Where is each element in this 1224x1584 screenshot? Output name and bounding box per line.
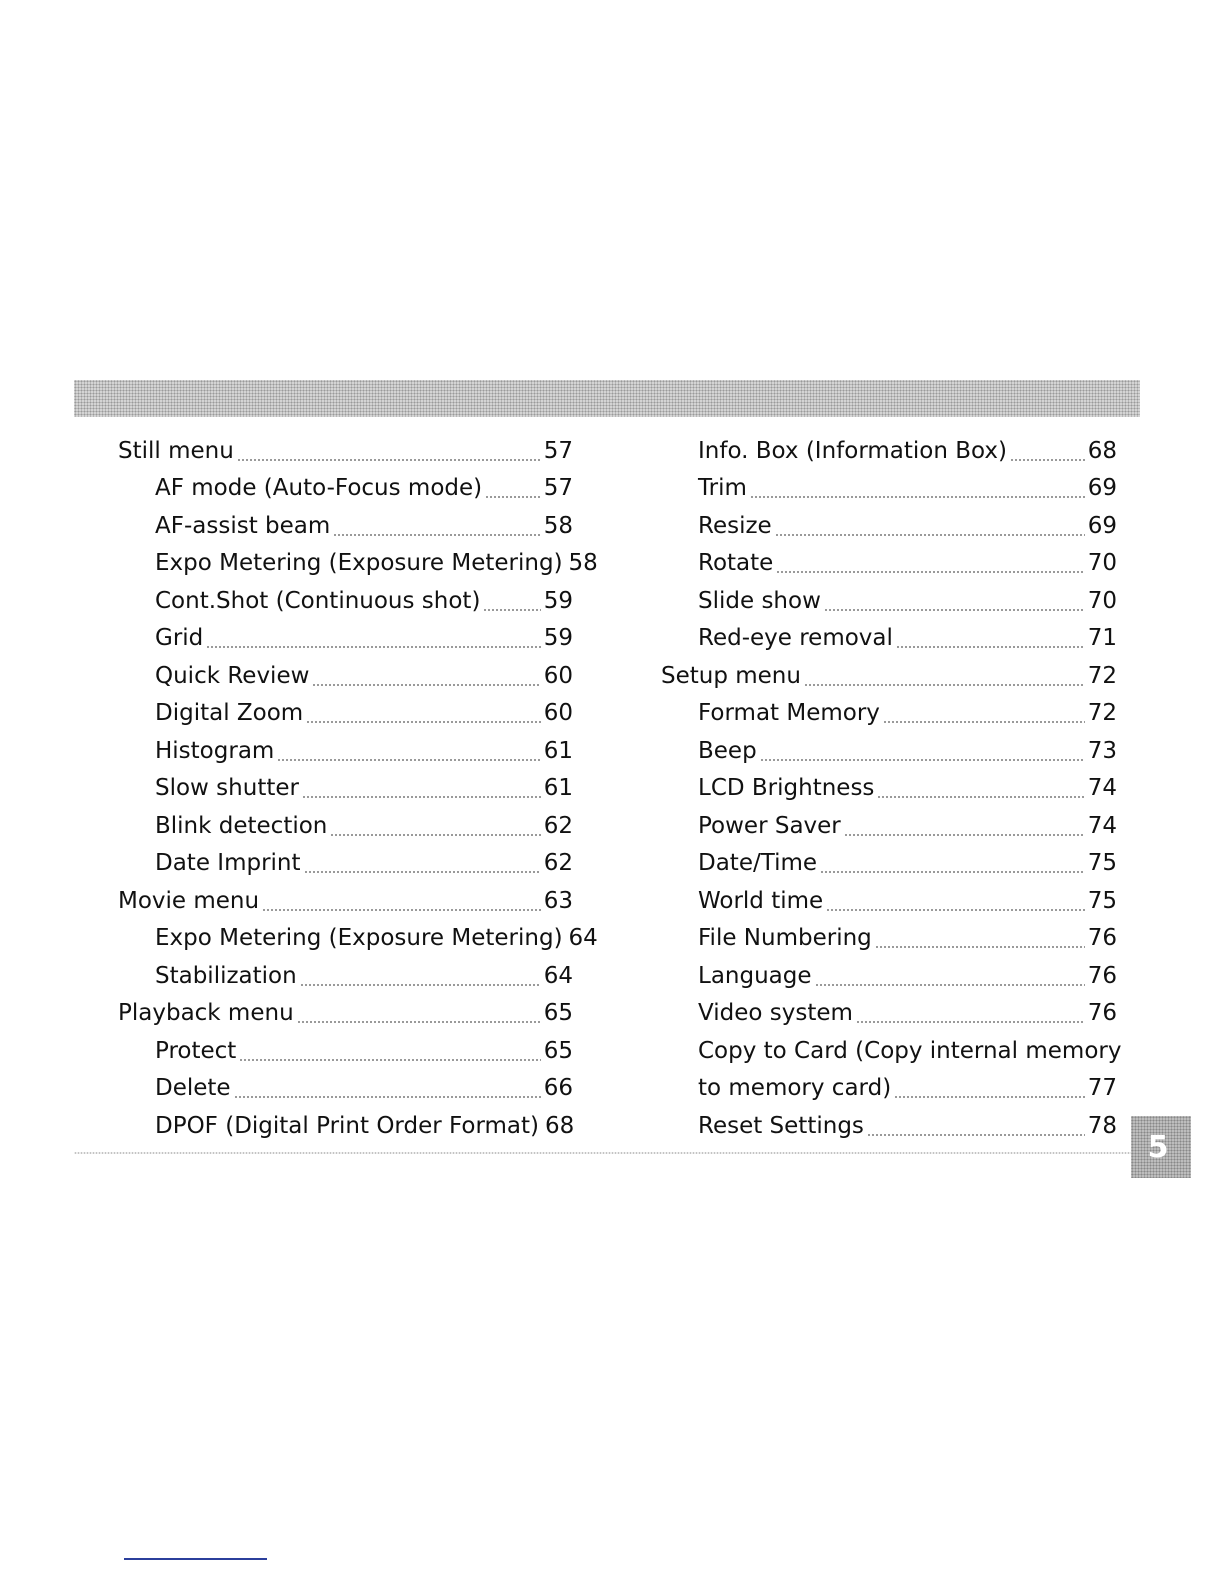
toc-entry-page: 64 (568, 925, 598, 952)
toc-entry[interactable] (661, 1070, 1117, 1108)
toc-leader-dots (894, 1096, 1085, 1098)
toc-entry-page: 77 (1087, 1075, 1117, 1102)
toc-entry[interactable] (661, 620, 1117, 658)
toc-entry[interactable] (661, 432, 1117, 470)
toc-entry-title: Setup menu (661, 662, 801, 689)
toc-entry[interactable] (118, 920, 598, 958)
toc-entry-title: Movie menu (118, 887, 260, 914)
toc-entry[interactable] (118, 620, 573, 658)
toc-entry-page: 76 (1087, 925, 1117, 952)
toc-entry[interactable] (661, 807, 1117, 845)
toc-entry-page: 76 (1087, 1000, 1117, 1027)
toc-entry-page: 75 (1087, 887, 1117, 914)
toc-entry-title: Quick Review (155, 662, 310, 689)
toc-leader-dots (867, 1134, 1085, 1136)
toc-entry[interactable] (661, 957, 1117, 995)
toc-entry[interactable] (118, 770, 573, 808)
toc-entry-page: 57 (543, 475, 573, 502)
toc-leader-dots (815, 984, 1085, 986)
toc-entry-page: 59 (543, 625, 573, 652)
toc-leader-dots (750, 496, 1085, 498)
toc-entry[interactable] (661, 657, 1117, 695)
toc-entry-page: 72 (1087, 662, 1117, 689)
toc-entry[interactable] (661, 995, 1117, 1033)
toc-entry-title: Video system (698, 1000, 853, 1027)
toc-leader-dots (856, 1021, 1085, 1023)
toc-leader-dots (775, 534, 1085, 536)
toc-entry-page: 73 (1087, 737, 1117, 764)
toc-entry-title: Grid (155, 625, 204, 652)
toc-entry[interactable] (118, 1070, 573, 1108)
toc-leader-dots (297, 1021, 541, 1023)
toc-entry-title: File Numbering (698, 925, 872, 952)
toc-entry[interactable] (661, 1107, 1117, 1145)
toc-leader-dots (1010, 459, 1085, 461)
toc-entry[interactable] (118, 957, 573, 995)
toc-entry[interactable] (118, 507, 573, 545)
toc-entry-page: 58 (543, 512, 573, 539)
toc-leader-dots (312, 684, 540, 686)
toc-leader-dots (239, 1059, 540, 1061)
toc-entry-page: 68 (545, 1112, 575, 1139)
toc-entry-title: Copy to Card (Copy internal memory (698, 1037, 1122, 1064)
toc-entry-page: 62 (543, 812, 573, 839)
toc-entry-page: 75 (1087, 850, 1117, 877)
toc-entry[interactable] (661, 507, 1117, 545)
toc-entry-title: Stabilization (155, 962, 297, 989)
toc-leader-dots (883, 721, 1085, 723)
toc-leader-dots (776, 571, 1084, 573)
toc-leader-dots (483, 609, 540, 611)
toc-entry-page: 61 (543, 775, 573, 802)
toc-entry-title: Histogram (155, 737, 275, 764)
page-number: 5 (1147, 1129, 1169, 1165)
footer-underline (124, 1558, 267, 1560)
toc-entry-page: 63 (543, 887, 573, 914)
toc-entry-title: Slide show (698, 587, 821, 614)
toc-leader-dots (826, 909, 1085, 911)
toc-entry-page: 59 (543, 587, 573, 614)
toc-entry[interactable] (661, 882, 1117, 920)
toc-leader-dots (234, 1096, 541, 1098)
toc-leader-dots (804, 684, 1085, 686)
toc-leader-dots (820, 871, 1085, 873)
toc-entry[interactable] (118, 432, 573, 470)
toc-entry-page: 60 (543, 700, 573, 727)
toc-entry[interactable] (118, 845, 573, 883)
toc-right-column (661, 432, 1122, 1145)
toc-entry-page: 74 (1087, 775, 1117, 802)
toc-leader-dots (237, 459, 541, 461)
toc-entry-title: Reset Settings (698, 1112, 864, 1139)
toc-entry-page: 69 (1087, 512, 1117, 539)
toc-entry[interactable] (118, 1107, 573, 1145)
toc-leader-dots (760, 759, 1085, 761)
toc-entry[interactable] (118, 882, 573, 920)
toc-leader-dots (262, 909, 541, 911)
toc-entry-title: to memory card) (698, 1075, 892, 1102)
toc-entry-title: Rotate (698, 550, 774, 577)
toc-entry-title: Blink detection (155, 812, 328, 839)
toc-leader-dots (330, 834, 540, 836)
toc-leader-dots (304, 871, 541, 873)
toc-entry-title: Power Saver (698, 812, 841, 839)
toc-entry-title: Protect (155, 1037, 237, 1064)
toc-entry-page: 78 (1087, 1112, 1117, 1139)
page-number-tab (1131, 1116, 1191, 1178)
toc-entry-title: World time (698, 887, 824, 914)
toc-leader-dots (302, 796, 541, 798)
toc-entry-title: Date Imprint (155, 850, 301, 877)
toc-entry-page: 65 (543, 1037, 573, 1064)
toc-entry-page: 66 (543, 1075, 573, 1102)
toc-entry-title: Expo Metering (Exposure Metering) (155, 550, 563, 577)
toc-entry-page: 65 (543, 1000, 573, 1027)
toc-entry[interactable] (661, 545, 1117, 583)
toc-entry-title: Resize (698, 512, 772, 539)
toc-entry[interactable] (661, 845, 1117, 883)
toc-leader-dots (300, 984, 541, 986)
toc-leader-dots (333, 534, 540, 536)
toc-entry[interactable] (661, 582, 1117, 620)
toc-entry[interactable] (661, 732, 1117, 770)
toc-entry[interactable] (118, 995, 573, 1033)
toc-entry[interactable] (118, 695, 573, 733)
toc-entry-title: Playback menu (118, 1000, 294, 1027)
toc-entry[interactable] (118, 470, 573, 508)
toc-left-column (118, 432, 598, 1145)
toc-entry[interactable] (118, 545, 598, 583)
toc-entry-title: AF-assist beam (155, 512, 331, 539)
toc-entry-page: 70 (1087, 550, 1117, 577)
toc-entry-title: Language (698, 962, 812, 989)
toc-entry-title: Expo Metering (Exposure Metering) (155, 925, 563, 952)
toc-entry-page: 64 (543, 962, 573, 989)
bottom-dotted-rule (74, 1152, 1134, 1154)
toc-entry-title: Format Memory (698, 700, 880, 727)
toc-leader-dots (306, 721, 541, 723)
toc-entry[interactable] (661, 695, 1117, 733)
toc-leader-dots (485, 496, 541, 498)
toc-entry[interactable] (118, 582, 573, 620)
toc-entry-page: 57 (543, 437, 573, 464)
toc-leader-dots (824, 609, 1085, 611)
toc-leader-dots (877, 796, 1084, 798)
toc-leader-dots (896, 646, 1085, 648)
toc-entry-page: 68 (1087, 437, 1117, 464)
toc-entry-title: Slow shutter (155, 775, 299, 802)
toc-entry[interactable] (661, 770, 1117, 808)
toc-entry-page: 70 (1087, 587, 1117, 614)
toc-entry[interactable] (661, 470, 1117, 508)
toc-entry-title: Still menu (118, 437, 234, 464)
toc-entry-title: Info. Box (Information Box) (698, 437, 1007, 464)
toc-entry[interactable] (118, 807, 573, 845)
toc-entry-title: Digital Zoom (155, 700, 304, 727)
toc-leader-dots (844, 834, 1085, 836)
toc-entry-page: 62 (543, 850, 573, 877)
toc-entry-title: AF mode (Auto-Focus mode) (155, 475, 483, 502)
toc-entry[interactable] (118, 657, 573, 695)
toc-entry[interactable] (661, 920, 1117, 958)
toc-entry-page: 74 (1087, 812, 1117, 839)
toc-entry-page: 58 (568, 550, 598, 577)
toc-entry-title: Date/Time (698, 850, 818, 877)
toc-entry-page: 60 (543, 662, 573, 689)
toc-entry-page: 71 (1087, 625, 1117, 652)
toc-leader-dots (277, 759, 540, 761)
toc-entry[interactable] (118, 732, 573, 770)
toc-entry-page: 69 (1087, 475, 1117, 502)
section-header-band (74, 380, 1140, 417)
toc-entry-page: 61 (543, 737, 573, 764)
toc-entry-title: DPOF (Digital Print Order Format) (155, 1112, 540, 1139)
toc-entry-title: Delete (155, 1075, 231, 1102)
toc-entry[interactable] (118, 1032, 573, 1070)
toc-entry-title: Red-eye removal (698, 625, 893, 652)
toc-entry-title: Cont.Shot (Continuous shot) (155, 587, 481, 614)
toc-entry[interactable] (661, 1032, 1122, 1070)
toc-entry-page: 76 (1087, 962, 1117, 989)
toc-leader-dots (875, 946, 1085, 948)
toc-entry-page: 72 (1087, 700, 1117, 727)
toc-leader-dots (206, 646, 540, 648)
toc-entry-title: Beep (698, 737, 757, 764)
toc-entry-title: LCD Brightness (698, 775, 875, 802)
toc-entry-title: Trim (698, 475, 747, 502)
